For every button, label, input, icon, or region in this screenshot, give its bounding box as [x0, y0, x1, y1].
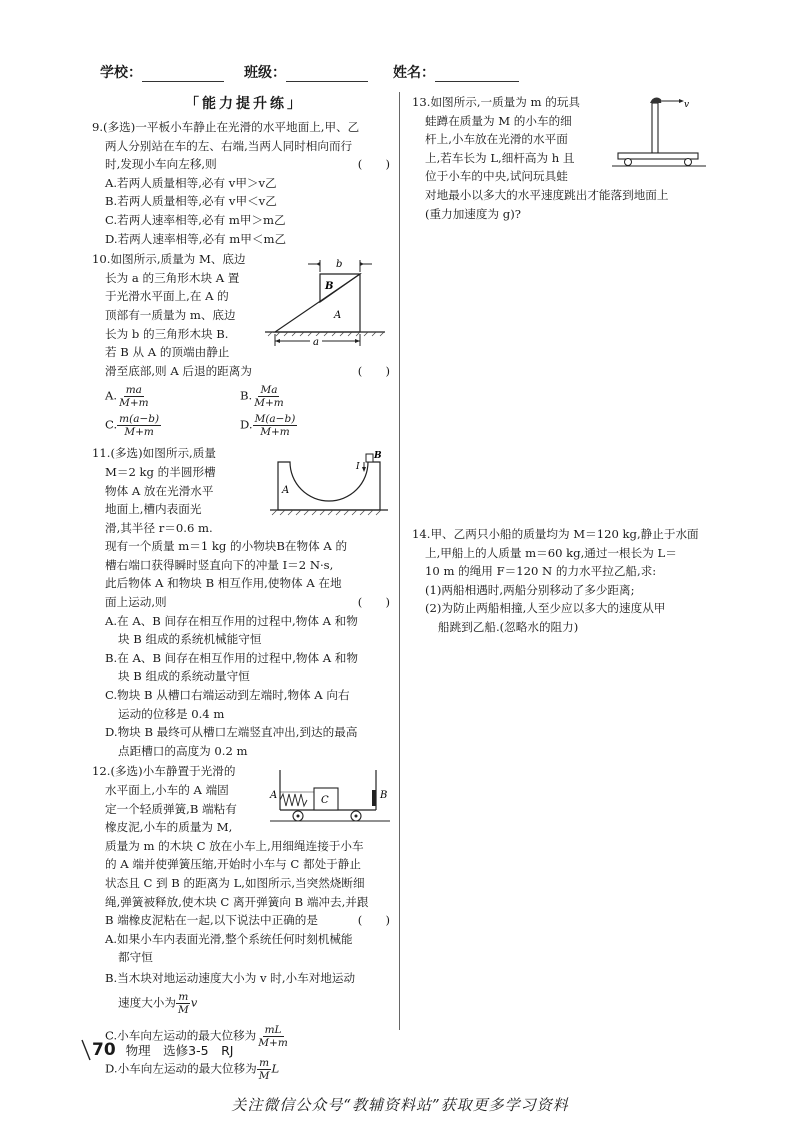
q11-option-c-cont: 运动的位移是 0.4 m: [118, 706, 225, 721]
school-field: [100, 62, 224, 82]
q9-option-a[interactable]: A.若两人质量相等,必有 v甲＞v乙: [105, 175, 277, 190]
q10-stem-line: 长为 b 的三角形木块 B.: [105, 326, 229, 341]
q11-answer-paren[interactable]: ( ): [357, 595, 390, 610]
bottom-note: 关注微信公众号“教辅资料站”获取更多学习资料: [231, 1096, 569, 1114]
q10-stem-line: 若 B 从 A 的顶端由静止: [105, 345, 230, 360]
q10-stem-line: 长为 a 的三角形木块 A 置: [105, 270, 240, 285]
q12-cart-figure: [268, 766, 392, 826]
q9-stem-line: 时,发现小车向左移,则: [105, 157, 217, 172]
q12-stem-line: 水平面上,小车的 A 端固: [105, 783, 229, 797]
q9-option-d[interactable]: D.若两人速率相等,必有 m甲＜m乙: [105, 231, 287, 246]
q12-stem-line: 质量为 m 的木块 C 放在小车上,用细绳连接于小车: [105, 838, 364, 853]
q11-option-d-cont: 点距槽口的高度为 0.2 m: [118, 743, 248, 758]
q14-stem-line: 14.甲、乙两只小船的质量均为 M＝120 kg,静止于水面: [412, 527, 699, 541]
q9-stem-line: 9.(多选)一平板小车静止在光滑的水平地面上,甲、乙: [92, 120, 360, 134]
q9-option-b[interactable]: B.若两人质量相等,必有 v甲＜v乙: [105, 194, 277, 209]
question-9: [92, 118, 390, 248]
q10-stem-line: 滑至底部,则 A 后退的距离为: [105, 363, 252, 378]
question-10: [92, 250, 390, 438]
q12-stem-line: 橡皮泥,小车的质量为 M,: [105, 820, 233, 835]
q10-option-d[interactable]: D. $\frac{M(a-b)}{M+m}$: [240, 413, 296, 439]
q11-stem-line: 地面上,槽内表面光: [105, 502, 202, 517]
q9-option-c[interactable]: C.若两人速率相等,必有 m甲＞m乙: [105, 212, 286, 227]
q12-stem-line: 12.(多选)小车静置于光滑的: [92, 764, 236, 779]
q13-fig-label-v: v: [684, 100, 690, 110]
q11-stem-line: 滑,其半径 r＝0.6 m.: [105, 520, 213, 535]
q12-stem-line: 状态且 C 到 B 的距离为 L,如图所示,当突然烧断细: [105, 875, 365, 890]
q13-frog-cart-figure: [612, 93, 708, 173]
q11-semicircle-figure: [270, 448, 388, 530]
q13-stem-line: 杆上,小车放在光滑的水平面: [425, 132, 568, 147]
q13-stem-line: 位于小车的中央,试问玩具蛙: [425, 169, 568, 184]
q11-stem-line: 现有一个质量 m＝1 kg 的小物块B在物体 A 的: [105, 539, 348, 554]
q12-stem-line: 绳,弹簧被释放,使木块 C 离开弹簧向 B 端冲去,并跟: [105, 894, 369, 909]
q12-option-d[interactable]: D.小车向左运动的最大位移为 $\frac{m}{M}$ L: [105, 1056, 280, 1082]
q14-stem-line: 上,甲船上的人质量 m＝60 kg,通过一根长为 L＝: [425, 545, 677, 560]
name-field: [393, 62, 519, 82]
school-blank[interactable]: [142, 67, 224, 82]
question-12: [92, 762, 390, 1081]
q12-fig-label-A: A: [270, 790, 278, 802]
q11-stem-line: 11.(多选)如图所示,质量: [92, 446, 216, 461]
right-column: [412, 93, 710, 634]
q11-stem-line: 面上运动,则: [105, 595, 167, 610]
q13-stem-line: 蛙蹲在质量为 M 的小车的细: [425, 113, 572, 128]
q14-stem-line: 10 m 的绳用 F＝120 N 的力水平拉乙船,求:: [425, 564, 657, 579]
question-11: [92, 444, 390, 760]
q11-stem-line: 物体 A 放在光滑水平: [105, 483, 214, 498]
q12-option-b-cont: 速度大小为 $\frac{m}{M}$ v: [118, 990, 198, 1016]
q12-fig-label-C: C: [321, 795, 329, 807]
q11-stem-line: 槽右端口获得瞬时竖直向下的冲量 I＝2 N·s,: [105, 557, 334, 572]
name-blank[interactable]: [435, 67, 519, 82]
q11-fig-label-I: I: [356, 462, 360, 473]
q13-stem-line: 上,若车长为 L,细杆高为 h 且: [425, 150, 575, 165]
q10-fig-label-B: B: [325, 281, 334, 293]
q11-fig-label-A: A: [282, 485, 290, 497]
q14-subquestion-2-cont: 船跳到乙船.(忽略水的阻力): [438, 619, 579, 634]
q10-answer-paren[interactable]: ( ): [357, 363, 390, 378]
q14-subquestion-1: (1)两船相遇时,两船分别移动了多少距离;: [425, 582, 635, 597]
class-label: 班级：: [244, 65, 286, 81]
class-blank[interactable]: [286, 67, 368, 82]
q10-triangle-figure: [260, 252, 390, 347]
q12-stem-line: 的 A 端并使弹簧压缩,开始时小车与 C 都处于静止: [105, 857, 361, 872]
q12-option-a-cont: 都守恒: [118, 950, 153, 965]
q13-stem-line: 13.如图所示,一质量为 m 的玩具: [412, 95, 581, 109]
left-column: [92, 118, 390, 1082]
q13-stem-line: (重力加速度为 g)?: [425, 206, 521, 221]
q12-option-b[interactable]: B.当木块对地运动速度大小为 v 时,小车对地运动: [105, 970, 356, 985]
q12-fig-label-B: B: [380, 790, 388, 802]
footer-slash-icon: [80, 1038, 92, 1062]
q10-fig-label-b: b: [336, 259, 343, 271]
q12-option-a[interactable]: A.如果小车内表面光滑,整个系统任何时刻机械能: [105, 931, 353, 946]
q10-stem-line: 10.如图所示,质量为 M、底边: [92, 252, 246, 267]
q11-fig-label-B: B: [374, 451, 382, 462]
q12-stem-line: 定一个轻质弹簧,B 端粘有: [105, 801, 237, 816]
q13-stem-line: 对地最小以多大的水平速度跳出才能落到地面上: [425, 187, 669, 202]
q10-option-b[interactable]: B. $\frac{Ma}{M+m}$: [240, 384, 284, 410]
q10-option-a[interactable]: A. $\frac{ma}{M+m}$: [105, 384, 149, 410]
q9-stem-line: 两人分别站在车的左、右端,当两人同时相向而行: [105, 138, 353, 153]
q11-stem-line: 此后物体 A 和物块 B 相互作用,使物体 A 在地: [105, 576, 342, 591]
q9-answer-paren[interactable]: ( ): [357, 157, 390, 172]
footer-subject: 物理 选修3-5 RJ: [125, 1043, 234, 1058]
name-label: 姓名：: [393, 65, 435, 81]
q11-option-b[interactable]: B.在 A、B 间存在相互作用的过程中,物体 A 和物: [105, 650, 358, 665]
q10-stem-line: 于光滑水平面上,在 A 的: [105, 289, 229, 304]
q10-option-c[interactable]: C. $\frac{m(a-b)}{M+m}$: [105, 413, 160, 439]
q10-stem-line: 顶部有一质量为 m、底边: [105, 307, 236, 322]
class-field: [244, 62, 368, 82]
question-14: [412, 525, 710, 637]
q12-option-c[interactable]: C.小车向左运动的最大位移为 $\frac{mL}{M+m}$: [105, 1023, 288, 1049]
q11-option-c[interactable]: C.物块 B 从槽口右端运动到左端时,物体 A 向右: [105, 688, 350, 703]
q11-option-b-cont: 块 B 组成的系统动量守恒: [118, 669, 250, 684]
page-number: 70: [92, 1040, 116, 1060]
q14-subquestion-2: (2)为防止两船相撞,人至少应以多大的速度从甲: [425, 601, 666, 616]
question-13: [412, 93, 710, 223]
q10-fig-label-A: A: [334, 310, 342, 322]
page-footer: [92, 1040, 233, 1060]
school-label: 学校：: [100, 65, 142, 81]
q10-fig-label-a: a: [313, 337, 319, 348]
q11-option-a[interactable]: A.在 A、B 间存在相互作用的过程中,物体 A 和物: [105, 613, 358, 628]
q11-option-a-cont: 块 B 组成的系统机械能守恒: [118, 632, 262, 647]
section-title: 「能力提升练」: [185, 96, 304, 112]
q11-stem-line: M＝2 kg 的半圆形槽: [105, 464, 216, 479]
q12-stem-line: B 端橡皮泥粘在一起,以下说法中正确的是: [105, 913, 318, 928]
q12-answer-paren[interactable]: ( ): [357, 913, 390, 928]
column-divider: [399, 92, 400, 1030]
q11-option-d[interactable]: D.物块 B 最终可从槽口左端竖直冲出,到达的最高: [105, 725, 358, 740]
